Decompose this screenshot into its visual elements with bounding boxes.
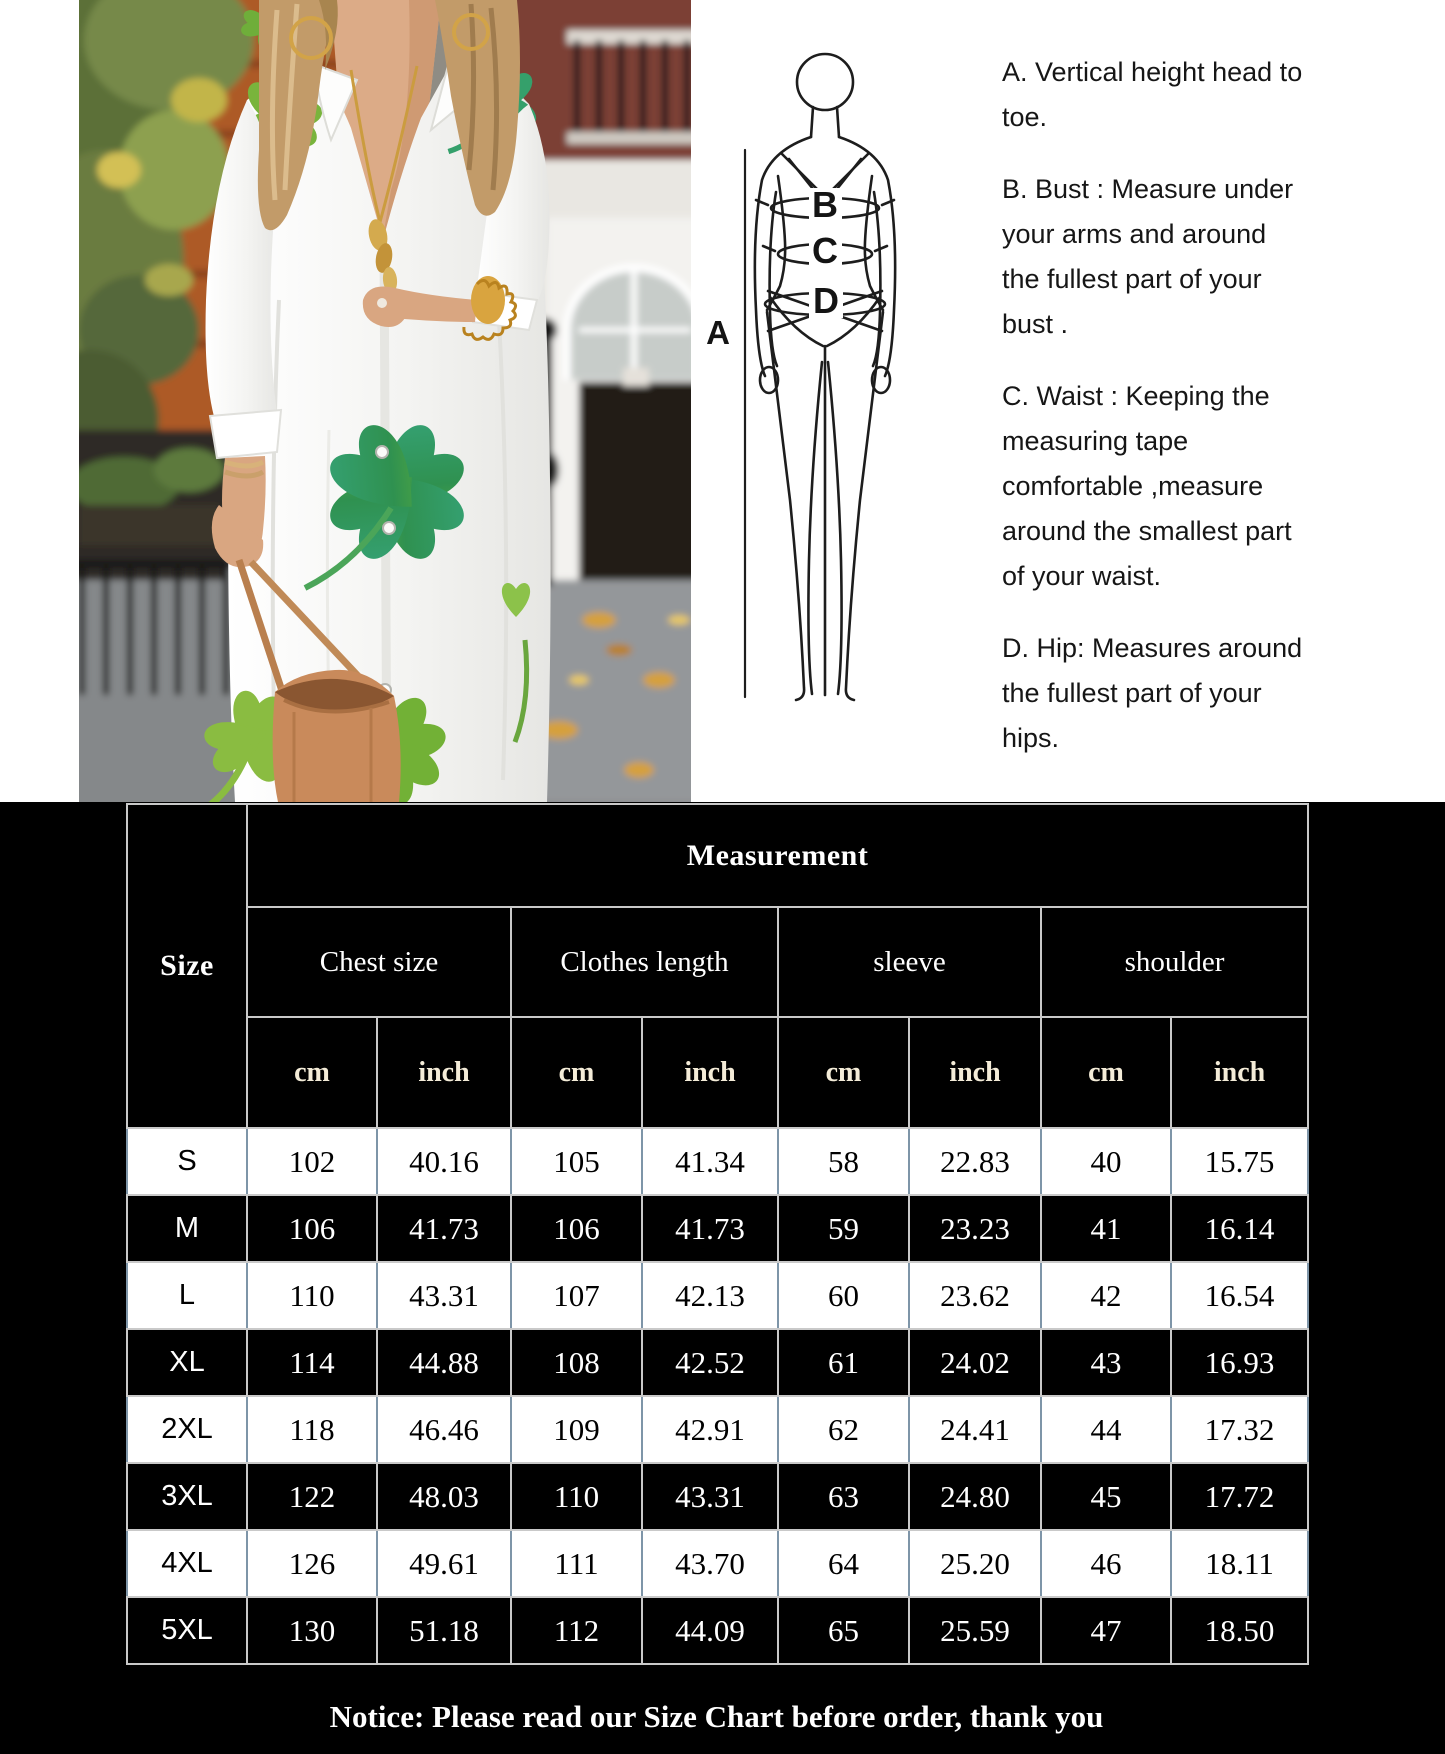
value-cell: 42.91 (642, 1396, 778, 1463)
table-row (127, 1262, 1308, 1329)
body-measurement-diagram (692, 0, 1002, 802)
instruction-d: D. Hip: Measures around the fullest part of your hips. (1002, 633, 1303, 753)
value-cell: 24.41 (909, 1396, 1041, 1463)
size-cell: L (127, 1262, 247, 1329)
table-row (127, 1396, 1308, 1463)
table-row (127, 1463, 1308, 1530)
size-cell: S (127, 1128, 247, 1195)
table-row (127, 1329, 1308, 1396)
value-cell: 107 (511, 1262, 642, 1329)
value-cell: 41.73 (377, 1195, 511, 1262)
value-cell: 63 (778, 1463, 909, 1530)
value-cell: 15.75 (1171, 1128, 1308, 1195)
value-cell: 106 (511, 1195, 642, 1262)
value-cell: 24.02 (909, 1329, 1041, 1396)
value-cell: 102 (247, 1128, 377, 1195)
size-cell: 3XL (127, 1463, 247, 1530)
value-cell: 41.34 (642, 1128, 778, 1195)
unit-label: inch (377, 1017, 511, 1128)
value-cell: 40.16 (377, 1128, 511, 1195)
value-cell: 58 (778, 1128, 909, 1195)
value-cell: 65 (778, 1597, 909, 1664)
measurement-instructions (1002, 50, 1310, 788)
value-cell: 62 (778, 1396, 909, 1463)
value-cell: 17.32 (1171, 1396, 1308, 1463)
value-cell: 46 (1041, 1530, 1171, 1597)
table-row (127, 1128, 1308, 1195)
value-cell: 25.20 (909, 1530, 1041, 1597)
value-cell: 48.03 (377, 1463, 511, 1530)
value-cell: 43.31 (377, 1262, 511, 1329)
value-cell: 43.70 (642, 1530, 778, 1597)
value-cell: 43.31 (642, 1463, 778, 1530)
value-cell: 42.13 (642, 1262, 778, 1329)
value-cell: 110 (247, 1262, 377, 1329)
value-cell: 105 (511, 1128, 642, 1195)
value-cell: 45 (1041, 1463, 1171, 1530)
instruction-a: A. Vertical height head to toe. (1002, 57, 1303, 132)
value-cell: 43 (1041, 1329, 1171, 1396)
value-cell: 44.88 (377, 1329, 511, 1396)
instruction-b: B. Bust : Measure under your arms and around the fullest part of your bust . (1002, 174, 1294, 339)
value-cell: 110 (511, 1463, 642, 1530)
value-cell: 41.73 (642, 1195, 778, 1262)
value-cell: 25.59 (909, 1597, 1041, 1664)
value-cell: 44.09 (642, 1597, 778, 1664)
group-chest-size: Chest size (247, 907, 511, 1017)
value-cell: 59 (778, 1195, 909, 1262)
value-cell: 24.80 (909, 1463, 1041, 1530)
value-cell: 118 (247, 1396, 377, 1463)
size-chart-table (126, 803, 1309, 1665)
size-cell: 4XL (127, 1530, 247, 1597)
value-cell: 111 (511, 1530, 642, 1597)
value-cell: 41 (1041, 1195, 1171, 1262)
size-cell: 2XL (127, 1396, 247, 1463)
size-cell: 5XL (127, 1597, 247, 1664)
size-chart-section (0, 802, 1445, 1754)
value-cell: 23.23 (909, 1195, 1041, 1262)
unit-label: cm (778, 1017, 909, 1128)
table-row (127, 1195, 1308, 1262)
unit-label: inch (909, 1017, 1041, 1128)
value-cell: 114 (247, 1329, 377, 1396)
value-cell: 23.62 (909, 1262, 1041, 1329)
value-cell: 49.61 (377, 1530, 511, 1597)
value-cell: 130 (247, 1597, 377, 1664)
tote-bag (273, 670, 401, 802)
size-header-cell: Size (127, 804, 247, 1128)
value-cell: 47 (1041, 1597, 1171, 1664)
value-cell: 51.18 (377, 1597, 511, 1664)
value-cell: 42.52 (642, 1329, 778, 1396)
value-cell: 40 (1041, 1128, 1171, 1195)
value-cell: 42 (1041, 1262, 1171, 1329)
header-row-units (127, 1017, 1308, 1128)
size-cell: XL (127, 1329, 247, 1396)
value-cell: 22.83 (909, 1128, 1041, 1195)
value-cell: 16.54 (1171, 1262, 1308, 1329)
label-a: A (706, 314, 730, 351)
value-cell: 64 (778, 1530, 909, 1597)
label-b: B (812, 184, 838, 225)
value-cell: 126 (247, 1530, 377, 1597)
value-cell: 16.93 (1171, 1329, 1308, 1396)
value-cell: 18.50 (1171, 1597, 1308, 1664)
value-cell: 16.14 (1171, 1195, 1308, 1262)
table-row (127, 1530, 1308, 1597)
body-figure (745, 54, 895, 700)
size-cell: M (127, 1195, 247, 1262)
value-cell: 18.11 (1171, 1530, 1308, 1597)
value-cell: 106 (247, 1195, 377, 1262)
label-d: D (813, 280, 839, 321)
table-body (127, 804, 1308, 1664)
value-cell: 60 (778, 1262, 909, 1329)
instruction-c: C. Waist : Keeping the measuring tape comfortable ,measure around the smallest part of your waist. (1002, 381, 1292, 591)
label-c: C (812, 230, 838, 271)
value-cell: 46.46 (377, 1396, 511, 1463)
product-photo (79, 0, 691, 802)
value-cell: 61 (778, 1329, 909, 1396)
unit-label: cm (247, 1017, 377, 1128)
unit-label: inch (1171, 1017, 1308, 1128)
header-row-groups (127, 907, 1308, 1017)
table-row (127, 1597, 1308, 1664)
model (185, 0, 554, 802)
header-row-measurement (127, 804, 1308, 907)
value-cell: 108 (511, 1329, 642, 1396)
group-clothes-length: Clothes length (511, 907, 778, 1017)
unit-label: cm (511, 1017, 642, 1128)
measurement-header-cell: Measurement (247, 804, 1308, 907)
unit-label: inch (642, 1017, 778, 1128)
group-shoulder: shoulder (1041, 907, 1308, 1017)
value-cell: 44 (1041, 1396, 1171, 1463)
value-cell: 109 (511, 1396, 642, 1463)
unit-label: cm (1041, 1017, 1171, 1128)
notice-text: Notice: Please read our Size Chart before order, thank you (329, 1699, 1104, 1734)
value-cell: 122 (247, 1463, 377, 1530)
group-sleeve: sleeve (778, 907, 1041, 1017)
value-cell: 112 (511, 1597, 642, 1664)
value-cell: 17.72 (1171, 1463, 1308, 1530)
